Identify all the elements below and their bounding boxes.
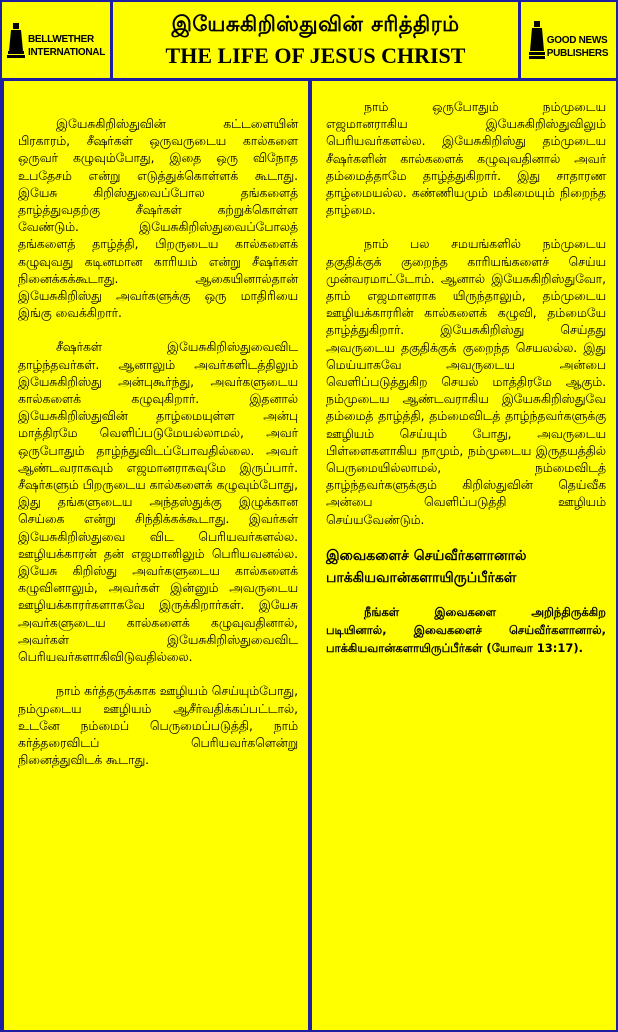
bellwether-logo: [2, 2, 110, 78]
page-title-tamil: இயேசுகிறிஸ்துவின் சரித்திரம்: [171, 12, 460, 36]
left-paragraph-1: இயேசுகிறிஸ்துவின் கட்டளையின் பிரகாரம், சீஷர்கள் ஒருவருடைய கால்களை ஒருவர் கழுவும்போது, இதை ஒரு விநோத உபதேசம் என்று எடுத்துக்கொள்ளக் கூடாது. இயேசு கிறிஸ்துவைப்போல தங்களைத் தாழ்த்துவதற்கு சீஷர்கள் கற்றுக்கொள்ள வேண்டும். இயேசுகிறிஸ்துவைப்போலத் தங்களைத் தாழ்த்தி, பிறருடைய கால்களைக் கழுவுவது கடினமான காரியம் என்று சீஷர்கள் நினைக்கக்கூடாது. ஆகையினால்தான் இயேசுகிறிஸ்து அவர்களுக்கு ஒரு மாதிரியை இங்கு வைக்கிறார்.: [18, 117, 298, 321]
good-news-logo-line1: GOOD NEWS: [546, 35, 608, 46]
right-column: [312, 81, 616, 1030]
good-news-logo: [521, 2, 616, 78]
bellwether-logo-line1: BELLWETHER: [27, 34, 94, 45]
right-paragraph-1: நாம் ஒருபோதும் நம்முடைய எஜமானராகிய இயேசுகிறிஸ்துவிலும் பெரியவர்களல்ல. இயேசுகிறிஸ்து தம்முடைய சீஷர்களின் கால்களைக் கழுவுவதினால் அவர் தம்மைத்தாமே தாழ்த்துகிறார். இது சாதாரண தாழ்மையல்ல. கண்ணியமும் மகிமையும் நிறைந்த தாழ்மை.: [326, 100, 606, 218]
figure-icon: [529, 20, 545, 60]
left-column: [4, 81, 308, 1030]
page-title-english: THE LIFE OF JESUS CHRIST: [165, 43, 466, 68]
good-news-logo-line2: PUBLISHERS: [546, 48, 609, 59]
section-heading: இவைகளைச் செய்வீர்களானால் பாக்கியவான்களாயிருப்பீர்கள்: [326, 547, 527, 586]
bible-verse: நீங்கள் இவைகளை அறிந்திருக்கிற படியினால், இவைகளைச் செய்வீர்களானால், பாக்கியவான்களாயிருப்பீர்கள் (யோவா 13:17).: [326, 604, 606, 655]
title-banner: [113, 2, 518, 78]
left-paragraph-2: சீஷர்கள் இயேசுகிறிஸ்துவைவிட தாழ்ந்தவர்கள். ஆனாலும் அவர்களிடத்திலும் இயேசுகிறிஸ்து அன்புகூர்ந்து, அவர்களுடைய கால்களைக் கழுவுகிறார். இதனால் இயேசுகிறிஸ்துவின் தாழ்மையுள்ள அன்பு மாத்திரமே வெளிப்படுமேயல்லாமல், அவர் ஒருபோதும் தாழ்ந்துவிடப்போவதில்லை. அவர் ஆண்டவராகவும் எஜமானராகவுமே இருப்பார். சீஷர்களும் பிறருடைய கால்களைக் கழுவும்போது, இது தங்களுடைய அந்தஸ்துக்கு இழுக்கான செய்கை என்று சிந்திக்கக்கூடாது. இவர்கள் இயேசுகிறிஸ்துவை விட பெரியவர்களல்ல. ஊழியக்காரன் தன் எஜமானிலும் பெரியவனல்ல. இயேசு கிறிஸ்து அவர்களுடைய கால்களைக் கழுவினாலும், அவர்கள் இன்னும் அவருடைய ஊழியக்காரர்களாகவே இருக்கிறார்கள். இயேசு அவர்களுடைய கால்களைக் கழுவுவதினால், அவர்கள் இயேசுகிறிஸ்துவைவிட பெரியவர்களாகிவிடுவதில்லை.: [18, 340, 298, 665]
good-news-logo-mark: [529, 20, 608, 60]
right-paragraph-2: நாம் பல சமயங்களில் நம்முடைய தகுதிக்குக் குறைந்த காரியங்களைச் செய்ய முன்வரமாட்டோம். ஆனால் இயேசுகிறிஸ்துவோ, தாம் எஜமானராக யிருந்தாலும், தம்முடைய ஊழியக்காரரின் கால்களைக் கழுவி, தம்மையே தாழ்த்துகிறார். இயேசுகிறிஸ்து செய்தது அவருடைய தகுதிக்குக் குறைந்த செயலல்ல. இது மெய்யாகவே அவருடைய அன்பை வெளிப்படுத்துகிற செயல் மாத்திரமே ஆகும். நம்முடைய ஆண்டவராகிய இயேசுகிறிஸ்துவே தம்மைத் தாழ்த்தி, தம்மைவிடத் தாழ்ந்தவர்களுக்கு ஊழியம் செய்யும் போது, அவருடைய பிள்ளைகளாகிய நாமும், நம்முடைய இருதயத்தில் பெருமையில்லாமல், நம்மைவிடத் தாழ்ந்தவர்களுக்கும் கிறிஸ்துவின் தெய்வீக அன்பை வெளிப்படுத்தி ஊழியம் செய்யவேண்டும்.: [326, 237, 606, 527]
bellwether-logo-mark: [7, 21, 105, 59]
left-paragraph-3: நாம் கர்த்தருக்காக ஊழியம் செய்யும்போது, நம்முடைய ஊழியம் ஆசீர்வதிக்கப்பட்டால், உடனே நம்மைப் பெருமைப்படுத்தி, நாம் கர்த்தரைவிடப் பெரியவர்களென்று நினைத்துவிடக் கூடாது.: [18, 684, 298, 768]
figure-icon: [7, 21, 25, 59]
bellwether-logo-line2: INTERNATIONAL: [27, 47, 106, 58]
